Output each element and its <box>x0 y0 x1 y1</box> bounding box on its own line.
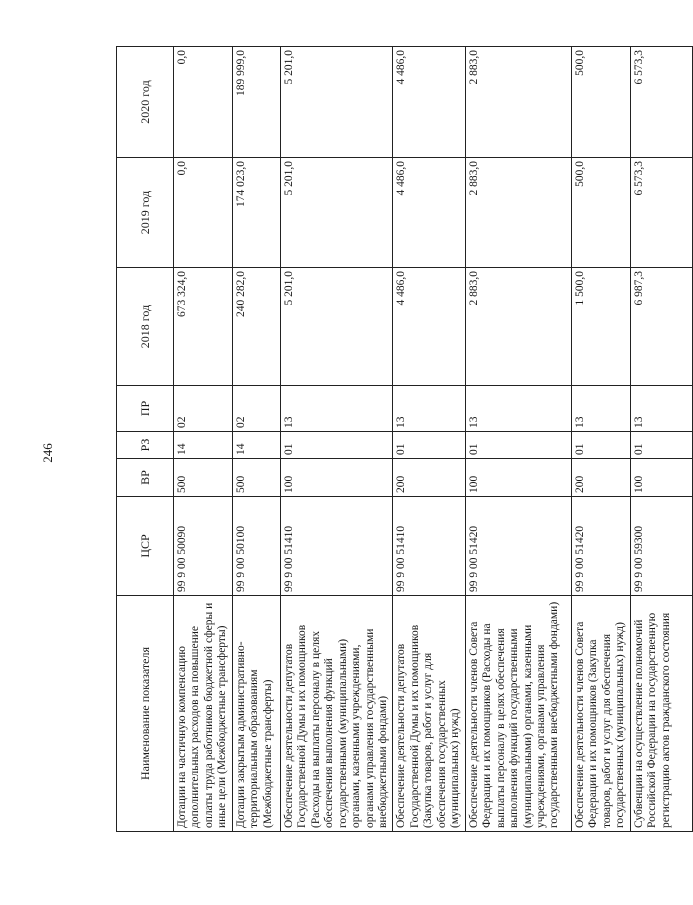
row-name: Обеспечение деятельности членов Совета Федерации и их помощников (Расходы на выплаты персоналу в целях обеспечения выполнения функций государственными (муниципальными) органами, казенными учреждениями, органами управления государственными внебюджетными фондами) <box>465 596 571 832</box>
table-header-row <box>117 47 174 832</box>
header-rz: РЗ <box>117 432 174 459</box>
budget-table <box>116 46 693 832</box>
table-row <box>465 47 571 832</box>
row-pr: 02 <box>174 386 233 432</box>
row-2019: 4 486,0 <box>393 158 465 268</box>
row-2018: 1 500,0 <box>571 268 630 386</box>
row-rz: 01 <box>630 432 692 459</box>
row-2019: 5 201,0 <box>280 158 393 268</box>
row-vr: 100 <box>630 459 692 497</box>
row-2019: 174 023,0 <box>232 158 280 268</box>
header-2019: 2019 год <box>117 158 174 268</box>
row-2018: 4 486,0 <box>393 268 465 386</box>
table-row <box>280 47 393 832</box>
row-2020: 500,0 <box>571 47 630 158</box>
header-2018: 2018 год <box>117 268 174 386</box>
row-name: Обеспечение деятельности членов Совета Федерации и их помощников (Закупка товаров, работ и услуг для обеспечения государственных (муниципальных) нужд) <box>571 596 630 832</box>
row-vr: 100 <box>280 459 393 497</box>
table-row <box>571 47 630 832</box>
table-row <box>393 47 465 832</box>
row-csr: 99 9 00 51420 <box>465 497 571 596</box>
header-csr: ЦСР <box>117 497 174 596</box>
row-2020: 6 573,3 <box>630 47 692 158</box>
row-rz: 01 <box>465 432 571 459</box>
row-2020: 4 486,0 <box>393 47 465 158</box>
page-number-text: 246 <box>40 443 55 463</box>
row-rz: 01 <box>393 432 465 459</box>
row-pr: 13 <box>280 386 393 432</box>
row-2018: 5 201,0 <box>280 268 393 386</box>
row-2019: 2 883,0 <box>465 158 571 268</box>
row-name: Дотации закрытым административно-территориальным образованиям (Межбюджетные трансферты) <box>232 596 280 832</box>
row-2020: 189 999,0 <box>232 47 280 158</box>
table-row <box>174 47 233 832</box>
row-vr: 100 <box>465 459 571 497</box>
row-name: Обеспечение деятельности депутатов Государственной Думы и их помощников (Расходы на выплаты персоналу в целях обеспечения выполнения функций государственными (муниципальными) органами, казенными учреждениями, органами управления государственными внебюджетными фондами) <box>280 596 393 832</box>
row-2019: 6 573,3 <box>630 158 692 268</box>
row-pr: 02 <box>232 386 280 432</box>
row-rz: 14 <box>174 432 233 459</box>
row-csr: 99 9 00 50100 <box>232 497 280 596</box>
table-row <box>232 47 280 832</box>
row-2020: 2 883,0 <box>465 47 571 158</box>
row-csr: 99 9 00 51420 <box>571 497 630 596</box>
row-name: Обеспечение деятельности депутатов Государственной Думы и их помощников (Закупка товаров, работ и услуг для обеспечения государственных (муниципальных) нужд) <box>393 596 465 832</box>
header-2020: 2020 год <box>117 47 174 158</box>
row-pr: 13 <box>465 386 571 432</box>
row-2018: 2 883,0 <box>465 268 571 386</box>
row-2018: 6 987,3 <box>630 268 692 386</box>
row-vr: 500 <box>174 459 233 497</box>
row-vr: 500 <box>232 459 280 497</box>
row-rz: 01 <box>280 432 393 459</box>
row-rz: 01 <box>571 432 630 459</box>
row-csr: 99 9 00 59300 <box>630 497 692 596</box>
row-rz: 14 <box>232 432 280 459</box>
row-name: Субвенции на осуществление полномочий Российской Федерации на государственную регистрацию актов гражданского состояния <box>630 596 692 832</box>
header-name: Наименование показателя <box>117 596 174 832</box>
page-number <box>38 433 58 473</box>
row-pr: 13 <box>393 386 465 432</box>
row-csr: 99 9 00 50090 <box>174 497 233 596</box>
row-csr: 99 9 00 51410 <box>393 497 465 596</box>
row-2020: 0,0 <box>174 47 233 158</box>
header-vr: ВР <box>117 459 174 497</box>
row-2019: 0,0 <box>174 158 233 268</box>
row-2020: 5 201,0 <box>280 47 393 158</box>
row-csr: 99 9 00 51410 <box>280 497 393 596</box>
row-2018: 673 324,0 <box>174 268 233 386</box>
row-2018: 240 282,0 <box>232 268 280 386</box>
table-row <box>630 47 692 832</box>
row-2019: 500,0 <box>571 158 630 268</box>
rotated-table-wrapper <box>116 47 672 832</box>
row-vr: 200 <box>393 459 465 497</box>
row-pr: 13 <box>630 386 692 432</box>
header-pr: ПР <box>117 386 174 432</box>
row-pr: 13 <box>571 386 630 432</box>
row-vr: 200 <box>571 459 630 497</box>
row-name: Дотации на частичную компенсацию дополнительных расходов на повышение оплаты труда работников бюджетной сферы и иные цели (Межбюджетные трансферты) <box>174 596 233 832</box>
